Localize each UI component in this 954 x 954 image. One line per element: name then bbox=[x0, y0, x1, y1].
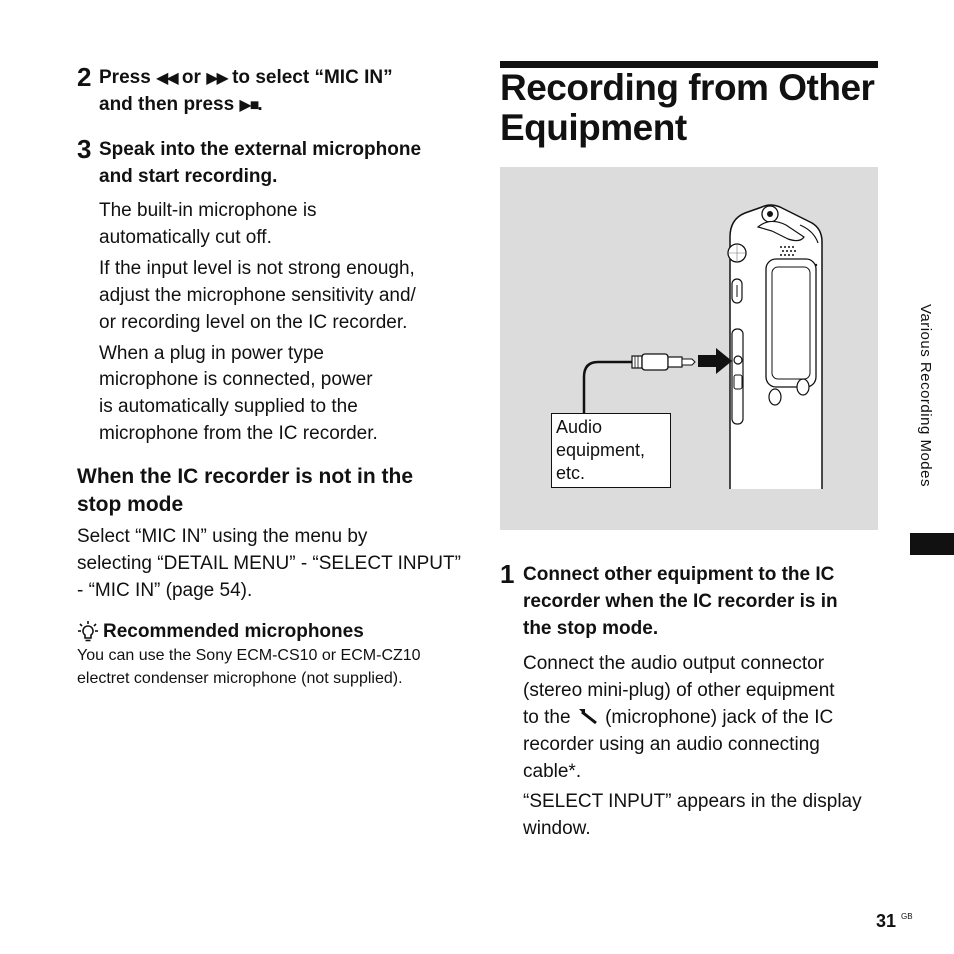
step-1-heading-3: the stop mode. bbox=[523, 618, 659, 639]
hint-title: Recommended microphones bbox=[103, 621, 364, 642]
paragraph-line: When a plug in power type bbox=[99, 343, 324, 364]
paragraph-line: to the (microphone) jack of the IC bbox=[523, 707, 834, 728]
previous-icon: ◀◀ bbox=[156, 70, 177, 87]
paragraph-line: adjust the microphone sensitivity and/ bbox=[99, 285, 416, 306]
paragraph-line: If the input level is not strong enough, bbox=[99, 258, 415, 279]
paragraph-line: cable*. bbox=[523, 761, 582, 782]
step-number: 3 bbox=[77, 134, 92, 164]
figure-caption-box bbox=[551, 413, 671, 488]
section-body-line: Select “MIC IN” using the menu by bbox=[77, 526, 368, 547]
paragraph-line: The built-in microphone is bbox=[99, 200, 317, 221]
step-3-heading-1: Speak into the external microphone bbox=[99, 139, 422, 160]
step-1-heading-2: recorder when the IC recorder is in bbox=[523, 591, 838, 612]
paragraph-line: automatically cut off. bbox=[99, 227, 272, 248]
step-number: 2 bbox=[77, 62, 92, 92]
microphone-icon bbox=[576, 706, 600, 726]
step-2-line-2: and then press ▶■. bbox=[99, 94, 263, 115]
paragraph-line: microphone from the IC recorder. bbox=[99, 423, 378, 444]
section-body-line: selecting “DETAIL MENU” - “SELECT INPUT” bbox=[77, 553, 461, 574]
hint-lightbulb-icon bbox=[77, 620, 99, 642]
paragraph-line: is automatically supplied to the bbox=[99, 396, 358, 417]
step-3-heading-2: and start recording. bbox=[99, 166, 278, 187]
paragraph-line: microphone is connected, power bbox=[99, 369, 373, 390]
paragraph-line: recorder using an audio connecting bbox=[523, 734, 820, 755]
step-2-line-1: Press ◀◀ or ▶▶ to select “MIC IN” bbox=[99, 67, 393, 88]
paragraph-line: or recording level on the IC recorder. bbox=[99, 312, 408, 333]
paragraph-line: (stereo mini-plug) of other equipment bbox=[523, 680, 835, 701]
caption-line: Audio bbox=[556, 417, 603, 437]
section-side-tab: Various Recording Modes bbox=[917, 304, 934, 487]
hint-line: electret condenser microphone (not supplied). bbox=[77, 670, 403, 687]
section-body-line: - “MIC IN” (page 54). bbox=[77, 580, 253, 601]
paragraph-line: “SELECT INPUT” appears in the display bbox=[523, 791, 862, 812]
side-tab-marker bbox=[910, 533, 954, 555]
caption-line: etc. bbox=[556, 463, 586, 483]
page-number: 31 bbox=[876, 911, 897, 931]
step-1-heading-1: Connect other equipment to the IC bbox=[523, 564, 835, 585]
page-title bbox=[500, 68, 900, 148]
page-title-line-1: Recording from Other bbox=[500, 67, 875, 108]
section-heading-1: When the IC recorder is not in the bbox=[77, 465, 414, 488]
connection-illustration bbox=[500, 167, 878, 530]
section-heading-2: stop mode bbox=[77, 493, 184, 516]
step-number: 1 bbox=[500, 559, 515, 589]
paragraph-line: Connect the audio output connector bbox=[523, 653, 825, 674]
next-icon: ▶▶ bbox=[206, 70, 227, 87]
caption-line: equipment, bbox=[556, 440, 646, 460]
page-number-suffix: GB bbox=[901, 912, 913, 921]
paragraph-line: window. bbox=[523, 818, 591, 839]
hint-line: You can use the Sony ECM-CS10 or ECM-CZ10 bbox=[77, 647, 421, 664]
page-title-line-2: Equipment bbox=[500, 107, 687, 148]
play-stop-icon: ▶■ bbox=[239, 97, 258, 114]
